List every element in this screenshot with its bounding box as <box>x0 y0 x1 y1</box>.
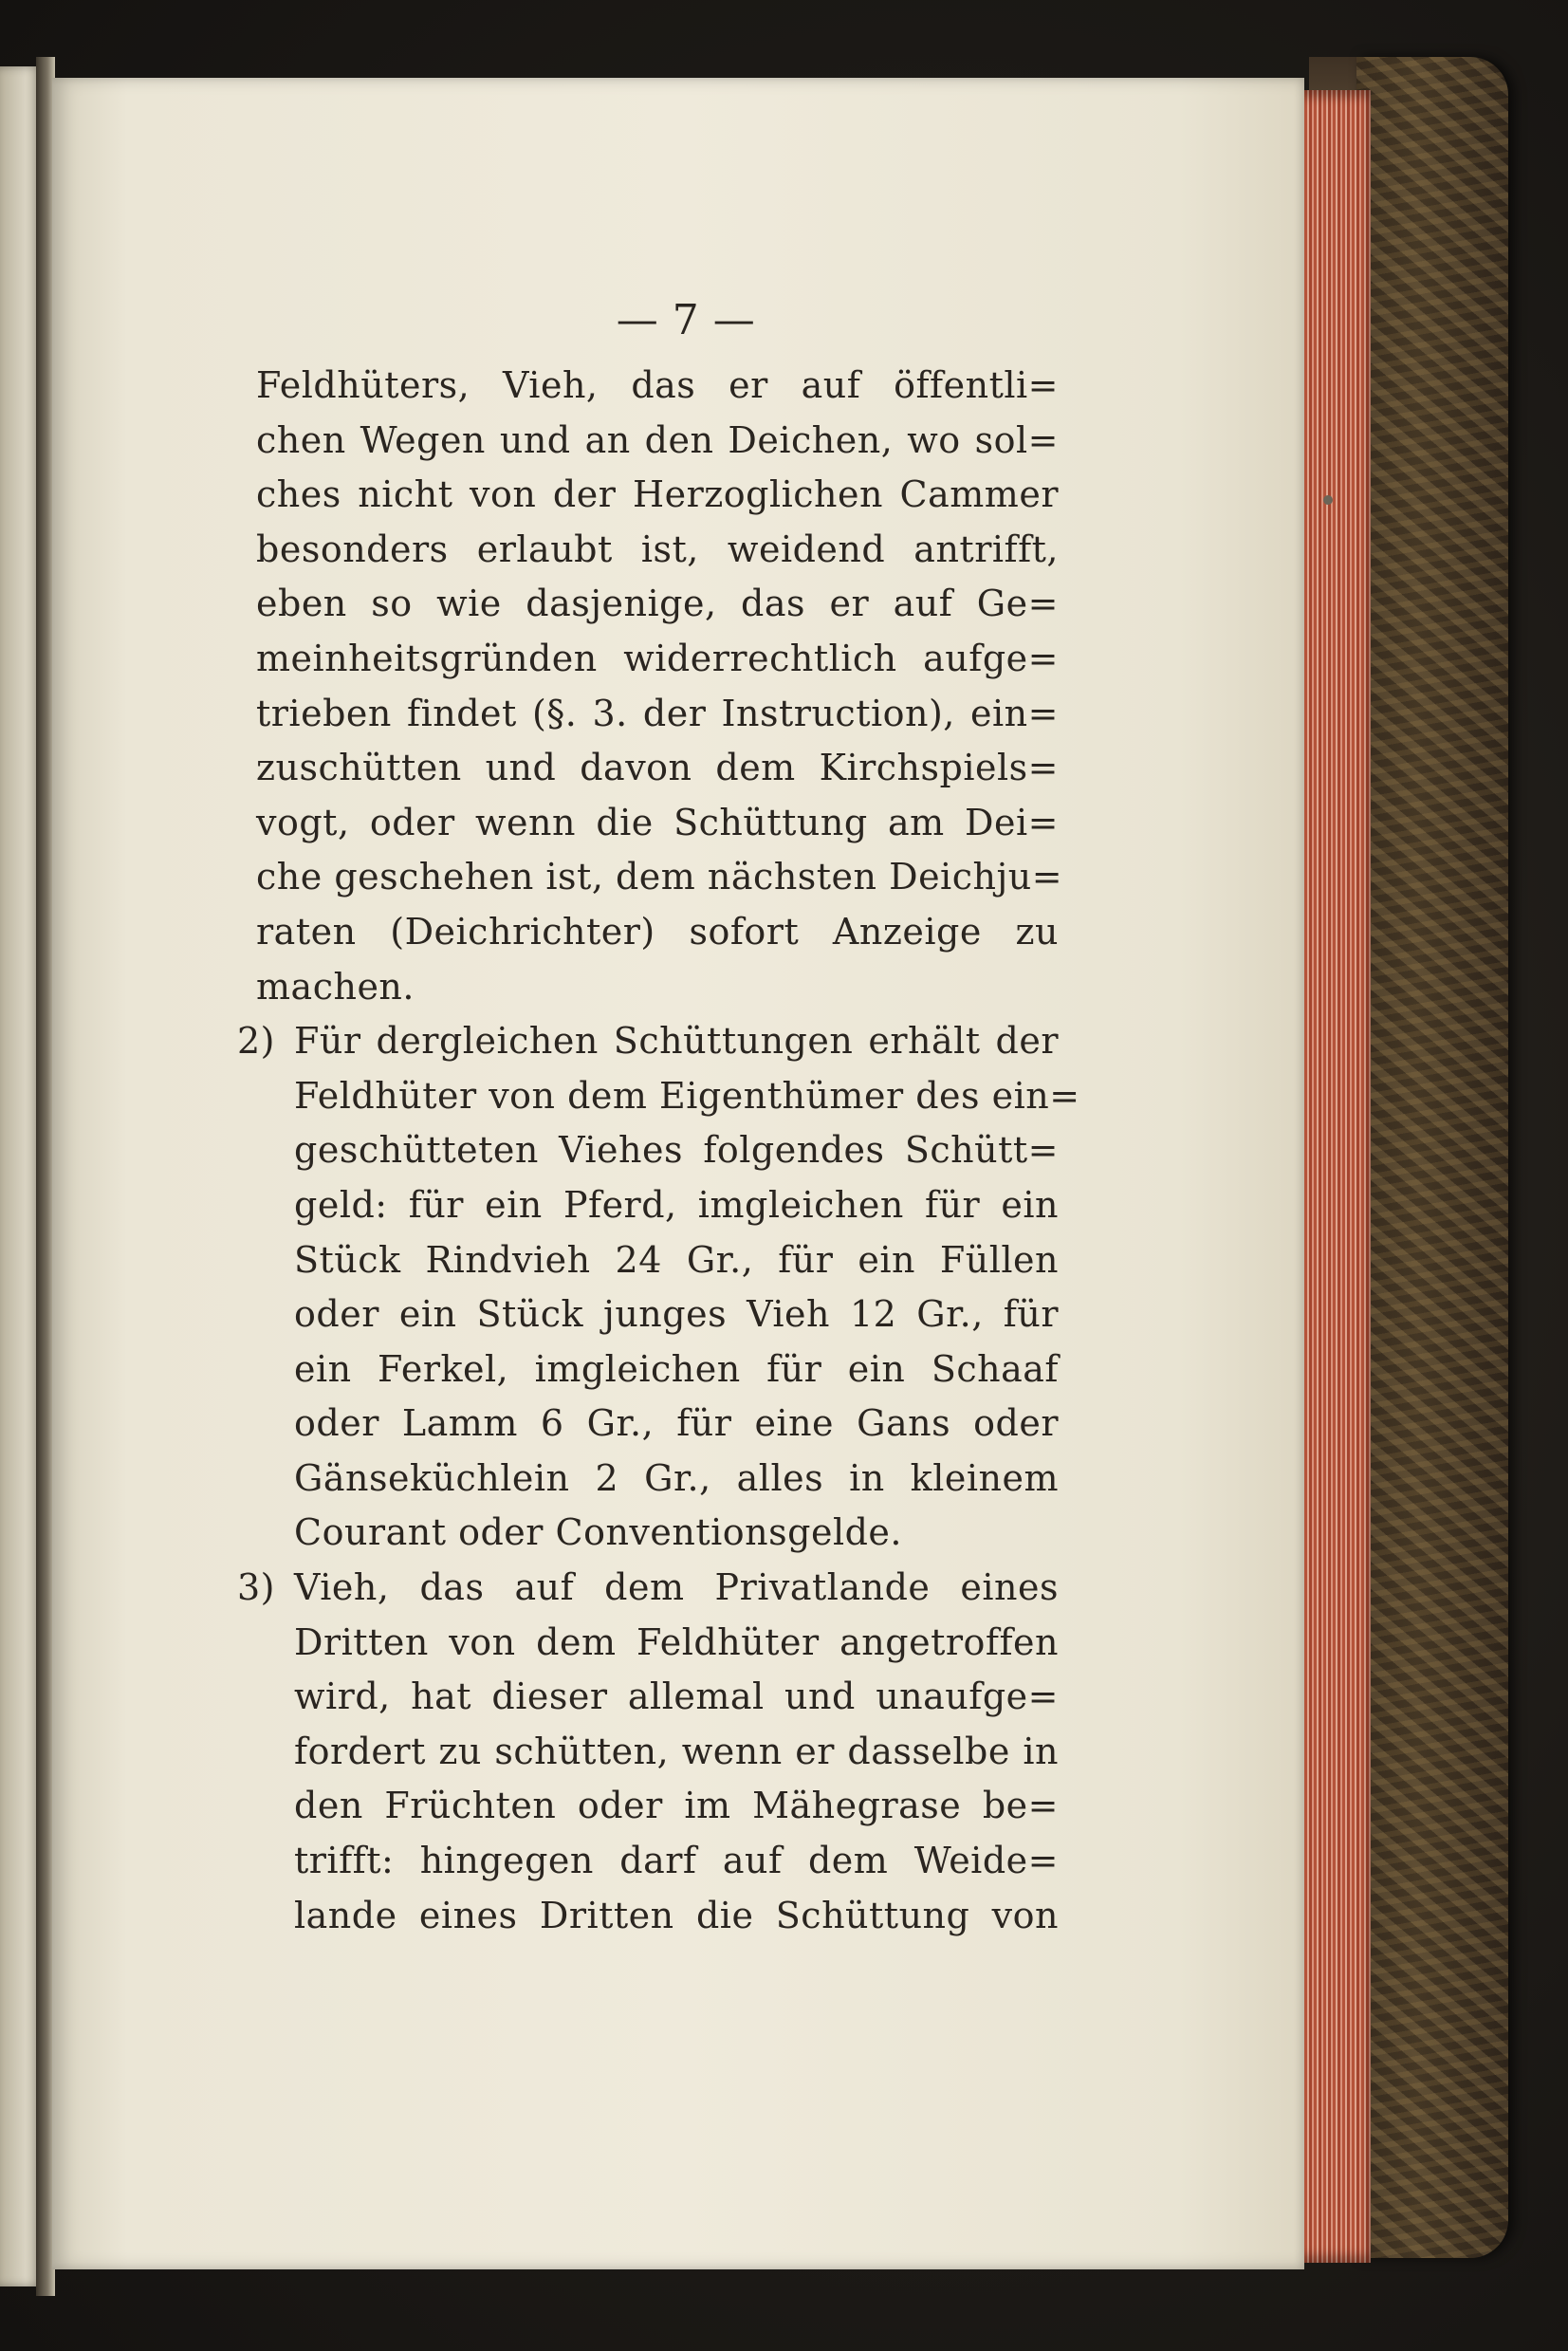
book-cover-binding <box>1356 57 1508 2258</box>
ink-spot <box>1323 495 1333 505</box>
text-line: oder ein Stück junges Vieh 12 Gr., für <box>294 1293 1059 1336</box>
text-line: Stück Rindvieh 24 Gr., für ein Füllen <box>294 1238 1059 1281</box>
text-line: vogt, oder wenn die Schüttung am Dei= <box>256 801 1059 843</box>
text-line: raten (Deichrichter) sofort Anzeige zu <box>256 910 1059 953</box>
text-line: Feldhüter von dem Eigenthümer des ein= <box>294 1074 1080 1117</box>
text-line: Dritten von dem Feldhüter angetroffen <box>294 1620 1059 1663</box>
text-line: fordert zu schütten, wenn er dasselbe in <box>294 1730 1059 1772</box>
text-line: Vieh, das auf dem Privatlande eines <box>294 1566 1059 1609</box>
text-line: Feldhüters, Vieh, das er auf öffentli= <box>256 364 1059 406</box>
paragraph-3-first-line <box>237 1561 1059 1616</box>
page-text <box>237 296 1080 1943</box>
text-line: Gänseküchlein 2 Gr., alles in kleinem <box>294 1456 1059 1499</box>
text-line: geschütteten Viehes folgendes Schütt= <box>294 1129 1059 1172</box>
text-line: zuschütten und davon dem Kirchspiels= <box>256 747 1059 789</box>
text-line: machen. <box>256 965 415 1008</box>
text-line: che geschehen ist, dem nächsten Deichju= <box>256 856 1063 898</box>
paragraph-number: 3) <box>237 1566 276 1609</box>
page-number: — 7 — <box>616 296 756 344</box>
text-line: Courant oder Conventionsgelde. <box>294 1511 902 1554</box>
text-line: oder Lamm 6 Gr., für eine Gans oder <box>294 1402 1059 1445</box>
text-line: trieben findet (§. 3. der Instruction), ein= <box>256 692 1059 734</box>
text-line: besonders erlaubt ist, weidend antrifft, <box>256 528 1059 570</box>
text-line: trifft: hingegen darf auf dem Weide= <box>294 1840 1059 1882</box>
text-line: den Früchten oder im Mähegrase be= <box>294 1785 1059 1827</box>
text-line: eben so wie dasjenige, das er auf Ge= <box>256 583 1059 625</box>
text-line: lande eines Dritten die Schüttung von <box>294 1894 1059 1936</box>
text-line: wird, hat dieser allemal und unaufge= <box>294 1675 1059 1718</box>
text-line: Für dergleichen Schüttungen erhält der <box>294 1020 1059 1063</box>
text-line: chen Wegen und an den Deichen, wo sol= <box>256 418 1059 461</box>
text-line: meinheitsgründen widerrechtlich aufge= <box>256 637 1059 679</box>
paragraph-2-first-line <box>237 1014 1059 1069</box>
text-line: geld: für ein Pferd, imgleichen für ein <box>294 1183 1059 1226</box>
text-line: ein Ferkel, imgleichen für ein Schaaf <box>294 1347 1059 1390</box>
text-line: ches nicht von der Herzoglichen Cammer <box>256 473 1059 516</box>
paragraph-number: 2) <box>237 1020 276 1063</box>
